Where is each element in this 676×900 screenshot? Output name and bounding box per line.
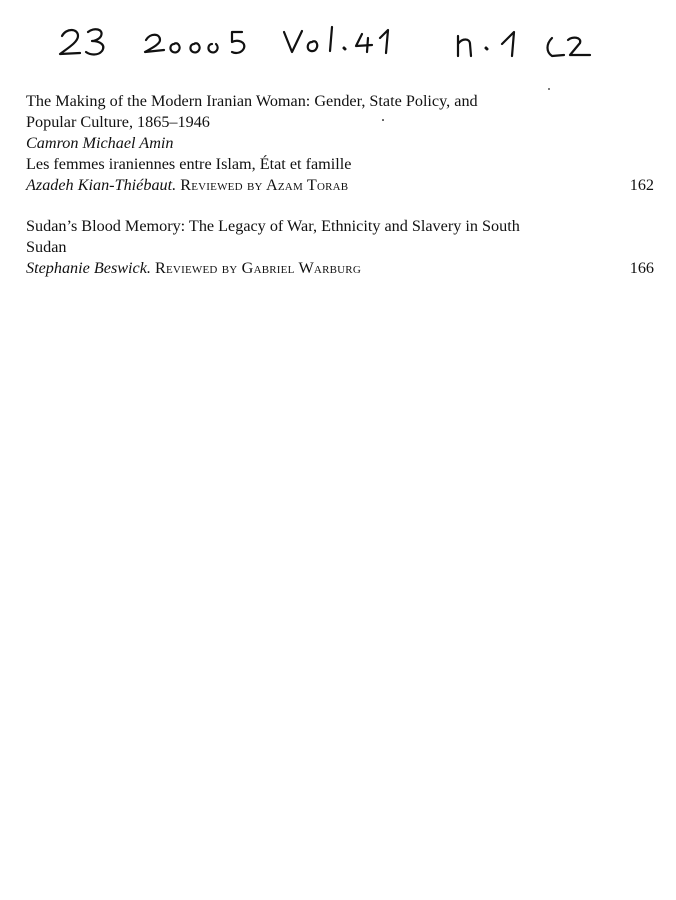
- entry-title-line: Sudan: [26, 238, 67, 256]
- entry-title-line: Sudan’s Blood Memory: The Legacy of War, Ethnicity and Slavery in South: [26, 217, 520, 235]
- toc-entry: [26, 91, 656, 196]
- entry-title-line: Popular Culture, 1865–1946: [26, 113, 210, 131]
- entry-byline: [26, 175, 348, 196]
- entry-byline-row: [26, 175, 656, 196]
- entry-byline-row: [26, 258, 656, 279]
- entry-second-author: Azadeh Kian-Thiébaut.: [26, 176, 177, 194]
- scan-speck: [548, 88, 550, 90]
- entry-author: Stephanie Beswick.: [26, 259, 151, 277]
- toc-entry: [26, 216, 656, 279]
- handwritten-annotation: [0, 0, 676, 80]
- entry-second-title: Les femmes iraniennes entre Islam, État et famille: [26, 155, 352, 173]
- handwritten-note-drawing: [0, 0, 676, 80]
- entry-byline: [26, 258, 361, 279]
- entry-page-number: 166: [629, 259, 654, 277]
- entry-author: Camron Michael Amin: [26, 134, 174, 152]
- entry-reviewer: Reviewed by Azam Torab: [180, 176, 349, 194]
- entry-title-line: The Making of the Modern Iranian Woman: Gender, State Policy, and: [26, 92, 478, 110]
- entry-reviewer: Reviewed by Gabriel Warburg: [155, 259, 361, 277]
- entry-page-number: 162: [629, 176, 654, 194]
